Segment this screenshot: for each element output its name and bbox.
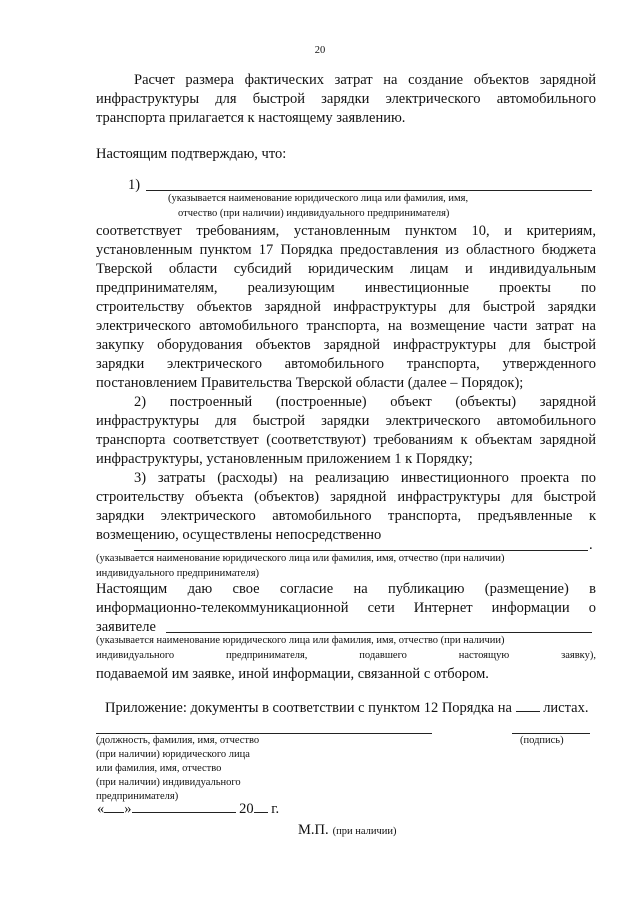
item3-line-2: строительству объекта (объектов) зарядной инфраструктуры для быстрой (96, 489, 596, 505)
item2-line-1: 2) построенный (построенные) объект (объекты) зарядной (134, 394, 596, 410)
item1-caption-line-2: отчество (при наличии) индивидуального предпринимателя) (178, 208, 450, 219)
consent-blank-line (166, 632, 592, 633)
item2-line-4: инфраструктуры, установленным приложением 1 к Порядку; (96, 451, 473, 467)
date-month-blank (132, 800, 236, 813)
consent-line-1: Настоящим даю свое согласие на публикацию (размещение) в (96, 581, 596, 597)
item1-caption-line-1: (указывается наименование юридического лица или фамилия, имя, (168, 193, 469, 204)
item2-line-3: транспорта соответствует (соответствуют) требованиям к объектам зарядной (96, 432, 596, 448)
item1-line-6: электрического автомобильного транспорта, на возмещение части затрат на (96, 318, 596, 334)
date-quote-open: « (97, 801, 105, 817)
position-caption-line-1: (должность, фамилия, имя, отчество (96, 735, 260, 746)
item1-line-9: постановлением Правительства Тверской области (далее – Порядок); (96, 375, 524, 391)
appendix-prefix: Приложение: документы в соответствии с пунктом 12 Порядка на (105, 700, 512, 716)
consent-caption-line-2: индивидуального предпринимателя, подавшего настоящую заявку), (96, 650, 596, 661)
item1-line-8: зарядки электрического автомобильного транспорта, утвержденного (96, 356, 596, 372)
item1-line-2: установленным пунктом 17 Порядка предоставления из областного бюджета (96, 242, 596, 258)
appendix-sheet-count-blank (516, 699, 540, 712)
item1-line-7: закупку оборудования объектов зарядной инфраструктуры для быстрой (96, 337, 596, 353)
item1-line-5: строительству объектов зарядной инфраструктуры для быстрой зарядки (96, 299, 596, 315)
item3-end-mark: . (589, 537, 593, 553)
position-caption-line-2: (при наличии) юридического лица (96, 749, 250, 760)
item1-number: 1) (128, 177, 141, 193)
item1-line-4: предпринимателям, реализующим инвестиционные проекты по (96, 280, 596, 296)
intro-line-2: инфраструктуры для быстрой зарядки электрического автомобильного (96, 91, 596, 107)
date-year-suffix: г. (271, 801, 280, 817)
confirm-heading: Настоящим подтверждаю, что: (96, 146, 287, 162)
page-number: 20 (314, 45, 326, 56)
position-caption-line-5: предпринимателя) (96, 791, 179, 802)
consent-caption-line-1: (указывается наименование юридического лица или фамилия, имя, отчество (при наличии) (96, 635, 505, 646)
appendix-suffix: листах. (543, 700, 589, 716)
position-caption-line-3: или фамилия, имя, отчество (96, 763, 222, 774)
item2-line-2: инфраструктуры для быстрой зарядки электрического автомобильного (96, 413, 596, 429)
item1-line-3: Тверской области субсидий юридическим лицам и индивидуальным (96, 261, 596, 277)
consent-line-3: заявителе (96, 619, 156, 635)
signature-caption: (подпись) (520, 735, 564, 746)
position-caption-line-4: (при наличии) индивидуального (96, 777, 241, 788)
item3-blank-line (134, 550, 588, 551)
date-year-blank (254, 800, 268, 813)
date-quote-close: » (124, 801, 132, 817)
item3-caption-line-1: (указывается наименование юридического лица или фамилия, имя, отчество (при наличии) (96, 553, 505, 564)
intro-line-3: транспорта прилагается к настоящему заявлению. (96, 110, 406, 126)
item1-line-1: соответствует требованиям, установленным пунктом 10, и критериям, (96, 223, 596, 239)
stamp-note: (при наличии) (332, 826, 397, 837)
item3-line-3: зарядки электрического автомобильного транспорта, предъявленные к (96, 508, 596, 524)
item1-blank-line (146, 190, 592, 191)
item3-line-1: 3) затраты (расходы) на реализацию инвестиционного проекта по (134, 470, 596, 486)
item3-line-4: возмещению, осуществлены непосредственно (96, 527, 382, 543)
date-year-prefix: 20 (239, 801, 254, 817)
date-day-blank (104, 800, 124, 813)
consent-line-2: информационно-телекоммуникационной сети Интернет информации о (96, 600, 596, 616)
item3-caption-line-2: индивидуального предпринимателя) (96, 568, 260, 579)
stamp-label: М.П. (298, 822, 329, 838)
consent-tail: подаваемой им заявке, иной информации, связанной с отбором. (96, 666, 489, 682)
intro-line-1: Расчет размера фактических затрат на создание объектов зарядной (134, 72, 596, 88)
